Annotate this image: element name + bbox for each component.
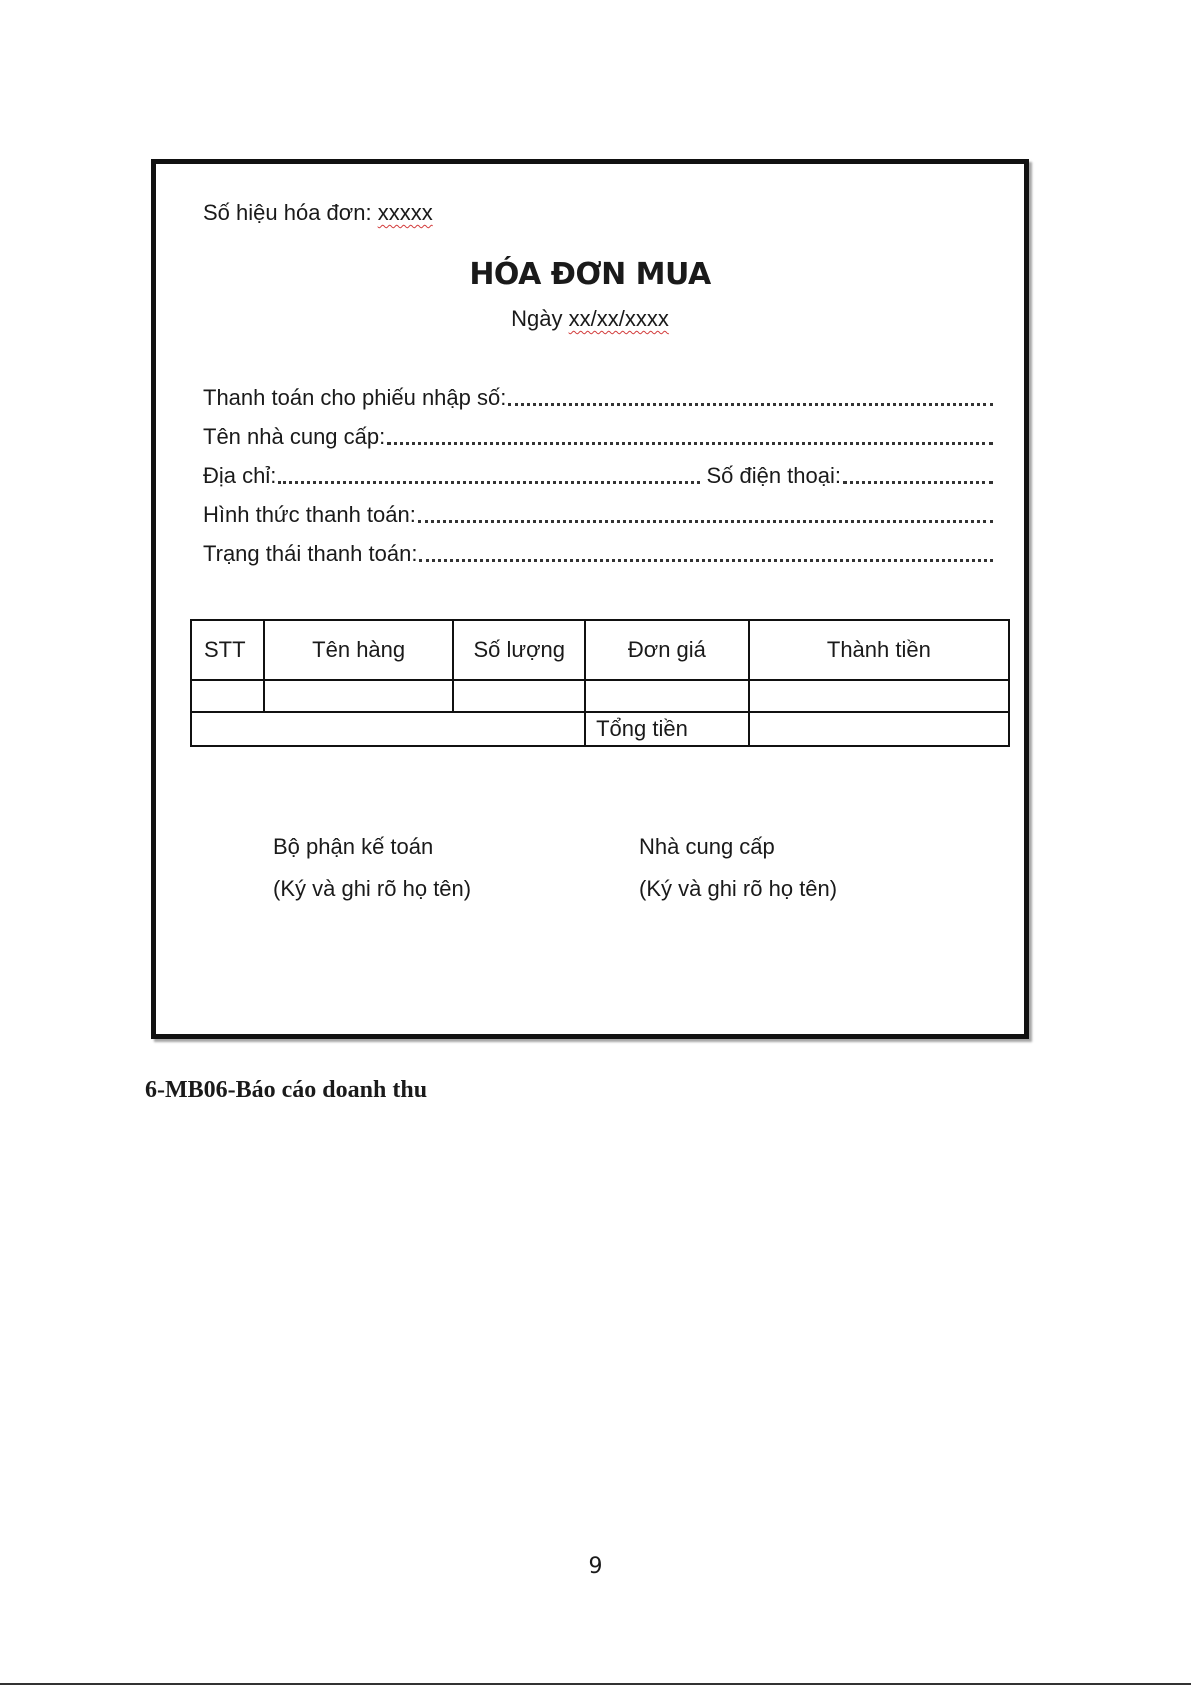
supplier-name-label: Tên nhà cung cấp: <box>203 424 386 449</box>
address-dots <box>278 481 700 484</box>
table-cell <box>585 680 749 712</box>
page-number: 9 <box>588 1554 603 1579</box>
supplier-name-field <box>203 422 993 450</box>
address-phone-field <box>203 461 993 489</box>
total-value-cell <box>749 712 1009 746</box>
phone-dots <box>843 481 993 484</box>
table-cell <box>453 680 585 712</box>
receipt-number-field <box>203 383 993 411</box>
supplier-name-dots <box>387 442 993 445</box>
receipt-number-dots <box>508 403 993 406</box>
table-total-row <box>191 712 1009 746</box>
header-item-name: Tên hàng <box>264 620 453 680</box>
payment-status-field <box>203 539 993 567</box>
invoice-date-label: Ngày <box>511 306 563 331</box>
header-amount: Thành tiền <box>749 620 1009 680</box>
section-heading: 6-MB06-Báo cáo doanh thu <box>145 1077 428 1103</box>
supplier-signature-title: Nhà cung cấp <box>639 834 775 859</box>
payment-status-dots <box>419 559 993 562</box>
header-stt: STT <box>191 620 264 680</box>
table-cell <box>191 680 264 712</box>
accounting-signature-title: Bộ phận kế toán <box>273 834 434 859</box>
table-cell <box>264 680 453 712</box>
table-header-row <box>191 620 1009 680</box>
goods-table <box>190 619 1010 747</box>
header-unit-price: Đơn giá <box>585 620 749 680</box>
invoice-title: HÓA ĐƠN MUA <box>469 257 711 292</box>
header-quantity: Số lượng <box>453 620 585 680</box>
invoice-number-label: Số hiệu hóa đơn: <box>203 200 372 225</box>
receipt-number-label: Thanh toán cho phiếu nhập số: <box>203 385 507 410</box>
supplier-signature-note: (Ký và ghi rõ họ tên) <box>639 876 838 901</box>
phone-label: Số điện thoại: <box>706 463 841 488</box>
table-cell <box>191 712 585 746</box>
payment-method-dots <box>418 520 993 523</box>
invoice-number-value: xxxxx <box>377 200 433 225</box>
total-label: Tổng tiền <box>585 712 749 746</box>
invoice-number-line <box>203 200 433 226</box>
address-label: Địa chỉ: <box>203 463 277 488</box>
invoice-date-line <box>156 306 1024 332</box>
table-row <box>191 680 1009 712</box>
table-cell <box>749 680 1009 712</box>
payment-method-label: Hình thức thanh toán: <box>203 502 416 527</box>
invoice-date-value: xx/xx/xxxx <box>568 306 669 331</box>
payment-status-label: Trạng thái thanh toán: <box>203 541 418 566</box>
invoice-form-image <box>151 159 1029 1039</box>
accounting-signature-note: (Ký và ghi rõ họ tên) <box>273 876 472 901</box>
payment-method-field <box>203 500 993 528</box>
